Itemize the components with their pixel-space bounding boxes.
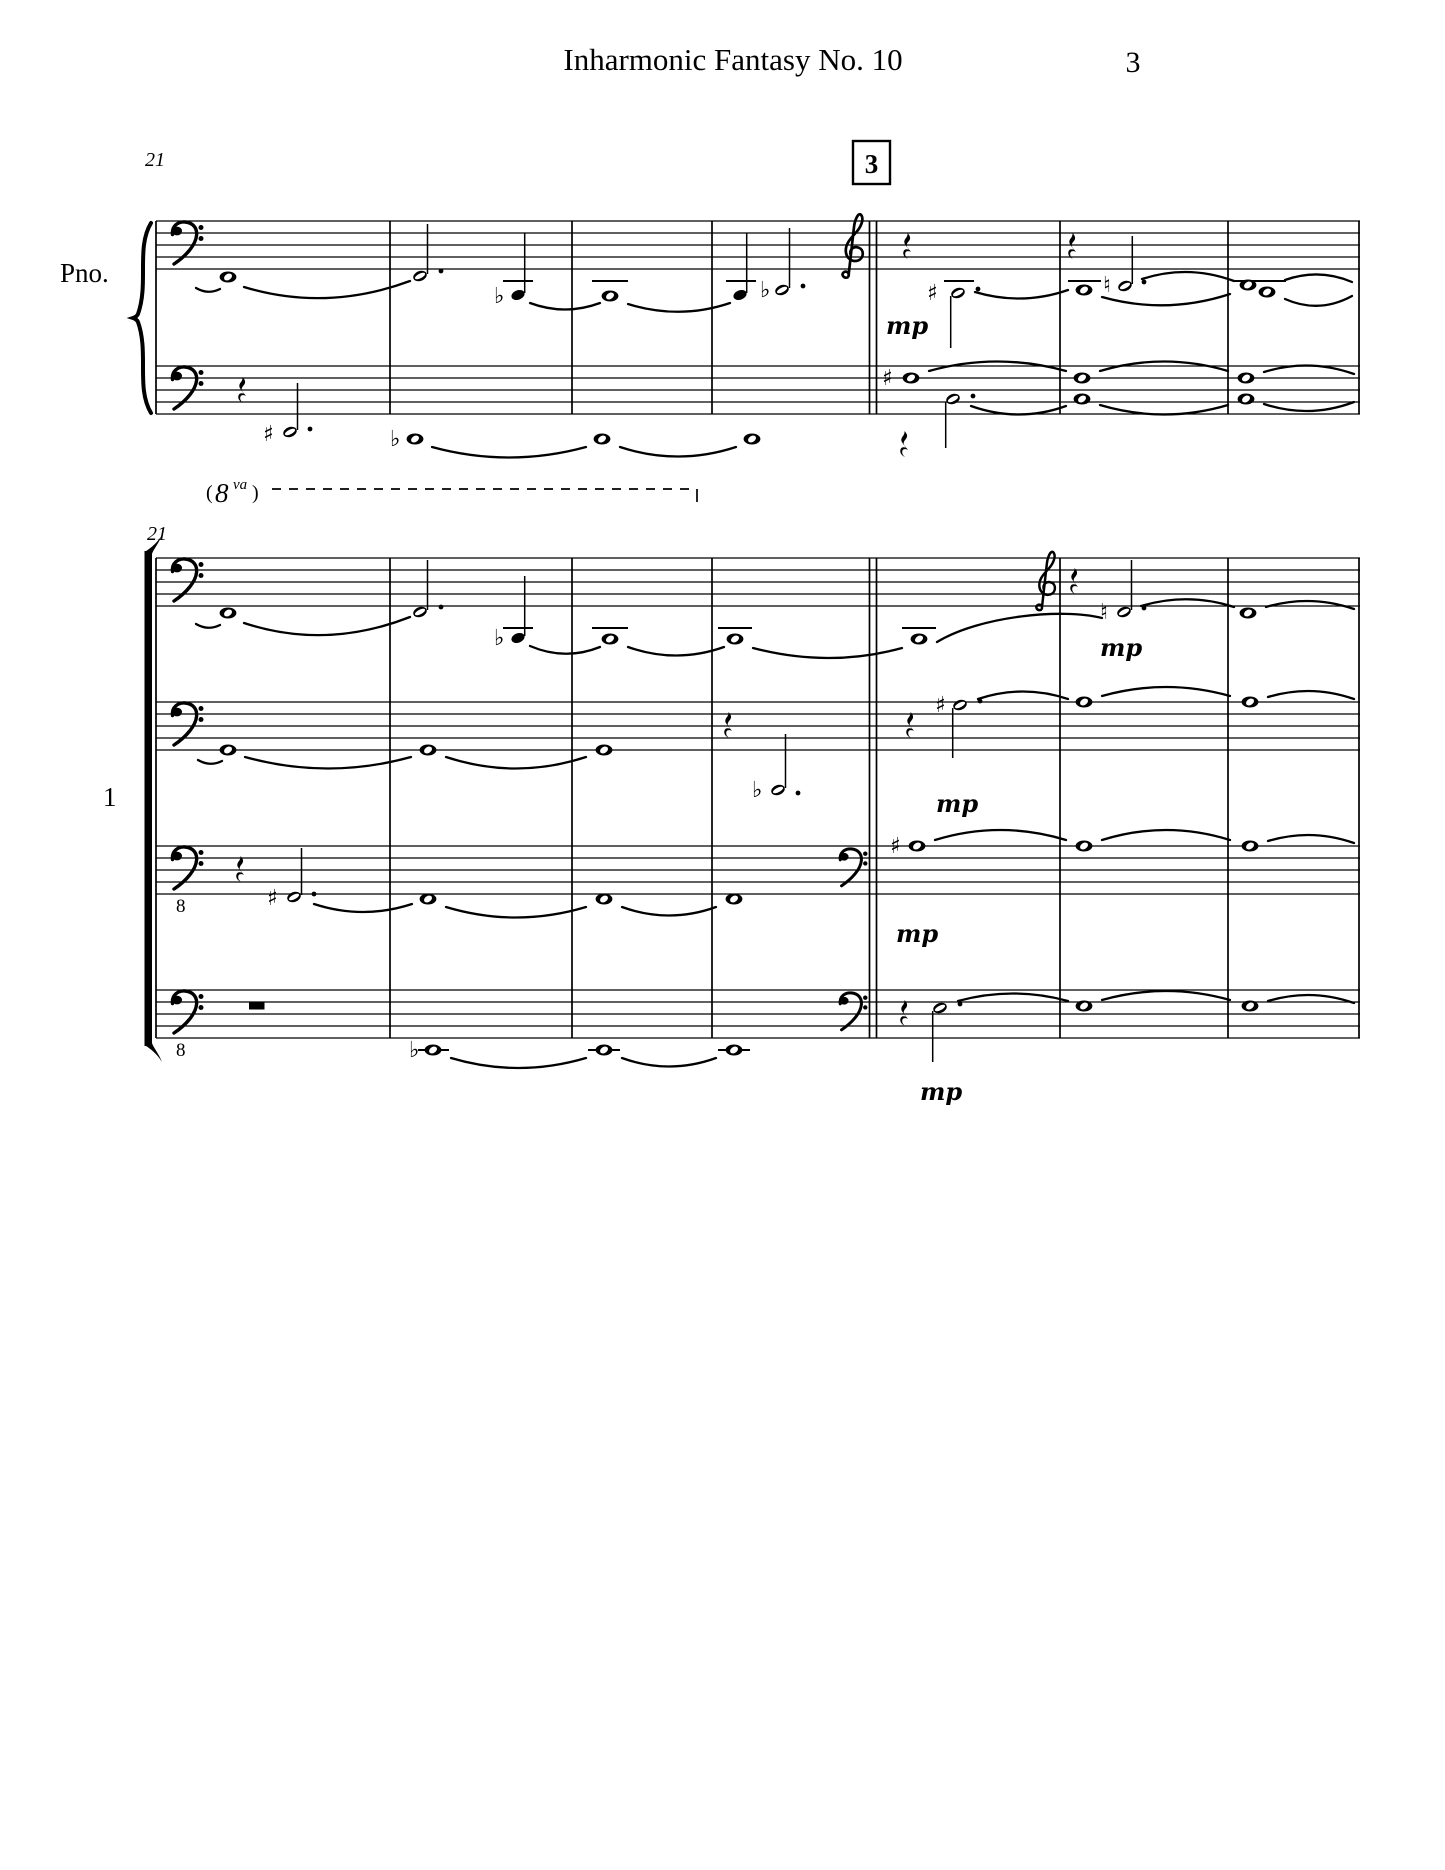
whole-note — [596, 894, 613, 905]
half-note — [412, 269, 429, 283]
natural-accidental: ♮ — [1100, 600, 1108, 625]
staff-4 — [156, 990, 1360, 1038]
whole-note — [420, 745, 437, 756]
whole-note — [1240, 280, 1257, 291]
whole-note — [220, 608, 237, 619]
staff-4-notes — [249, 991, 1354, 1106]
piano-system — [133, 214, 1360, 508]
half-note — [774, 283, 791, 297]
tie — [1264, 402, 1354, 411]
whole-note — [744, 434, 761, 445]
tie — [446, 907, 586, 918]
dynamic-mp: mp — [886, 311, 929, 340]
whole-note — [911, 634, 928, 645]
whole-note — [1076, 1001, 1093, 1012]
system-bracket — [145, 535, 163, 1062]
flat-accidental: ♭ — [494, 626, 505, 651]
whole-note — [594, 434, 611, 445]
quarter-note — [732, 288, 748, 302]
tie — [622, 907, 716, 916]
tie — [628, 647, 724, 656]
sharp-accidental: ♯ — [882, 366, 893, 391]
tie — [432, 447, 586, 458]
tie — [935, 830, 1066, 840]
piano-brace — [133, 223, 151, 413]
clef-sub-octave-8: 8 — [176, 1040, 186, 1061]
half-note — [286, 890, 303, 904]
tie — [1142, 272, 1234, 281]
tie — [451, 1058, 586, 1068]
dynamic-mp: mp — [936, 789, 979, 818]
tie — [1102, 687, 1230, 696]
half-note — [412, 605, 429, 619]
half-note — [952, 698, 969, 712]
flat-accidental: ♭ — [390, 427, 401, 452]
staff-3-notes — [236, 830, 1354, 948]
octave-suffix: va — [233, 477, 248, 493]
whole-note — [1238, 373, 1255, 384]
flat-accidental: ♭ — [760, 278, 771, 303]
whole-note — [909, 841, 926, 852]
sharp-accidental: ♯ — [890, 834, 901, 859]
whole-note — [1259, 287, 1276, 298]
tie — [1102, 830, 1230, 840]
tie — [958, 994, 1068, 1002]
quarter-rest — [900, 431, 908, 457]
half-note — [282, 425, 299, 439]
octave-close-paren: ) — [252, 482, 259, 504]
whole-note — [596, 1045, 613, 1056]
bass-clef-8vb-icon — [172, 991, 204, 1033]
whole-note — [1074, 373, 1091, 384]
tie — [245, 757, 411, 769]
page-title: Inharmonic Fantasy No. 10 — [563, 42, 903, 77]
staff-2 — [156, 702, 1360, 750]
tie — [1264, 365, 1354, 374]
flat-accidental: ♭ — [409, 1038, 420, 1063]
bass-clef-change-icon — [840, 993, 868, 1030]
measure-number-system1: 21 — [145, 149, 165, 171]
quarter-rest — [906, 712, 914, 738]
bass-clef-icon — [172, 703, 204, 745]
half-note — [1116, 605, 1133, 619]
flat-accidental: ♭ — [752, 778, 763, 803]
part-label-group1: 1 — [103, 782, 117, 812]
whole-note — [220, 272, 237, 283]
octave-open-paren: ( — [206, 482, 213, 504]
piano-upper-staff — [156, 221, 1360, 269]
piano-rh-notes — [196, 224, 1352, 348]
sharp-accidental: ♯ — [263, 422, 274, 447]
tie — [1268, 835, 1354, 843]
tie — [1100, 405, 1228, 415]
piano-barlines — [156, 221, 1359, 414]
whole-note — [1076, 285, 1093, 296]
tie — [1285, 296, 1352, 306]
natural-accidental: ♮ — [1103, 273, 1111, 298]
whole-note — [726, 894, 743, 905]
staff-3 — [156, 846, 1360, 894]
octave-line — [206, 477, 697, 508]
whole-note — [1240, 608, 1257, 619]
treble-clef-change-icon — [842, 214, 862, 277]
piano-lower-staff — [156, 366, 1360, 414]
octave-number: 8 — [215, 478, 229, 508]
tie — [314, 904, 412, 912]
whole-note — [1238, 394, 1255, 405]
quarter-rest — [1068, 233, 1076, 259]
tie — [244, 617, 410, 635]
treble-clef-change-icon — [1036, 552, 1055, 610]
whole-note — [220, 745, 237, 756]
bass-clef-icon — [172, 559, 204, 601]
bass-clef-icon — [172, 222, 204, 264]
whole-note — [1242, 1001, 1259, 1012]
whole-note — [602, 291, 619, 302]
tie — [1268, 691, 1354, 699]
staff-1-notes — [196, 560, 1354, 662]
tie — [530, 646, 600, 654]
tie — [1285, 274, 1352, 282]
whole-note — [602, 634, 619, 645]
quarter-rest — [236, 856, 244, 882]
bass-clef-icon — [172, 367, 204, 409]
tie — [628, 303, 730, 312]
half-note — [932, 1001, 949, 1015]
tie — [753, 648, 902, 658]
whole-note — [1074, 394, 1091, 405]
whole-note — [903, 373, 920, 384]
sharp-accidental: ♯ — [935, 693, 946, 718]
whole-rest — [249, 1003, 265, 1010]
staff-2-notes — [198, 687, 1354, 818]
half-note — [1117, 279, 1134, 293]
tie — [975, 290, 1068, 299]
whole-note — [726, 1045, 743, 1056]
measure-number-system2: 21 — [147, 523, 167, 545]
whole-note — [420, 894, 437, 905]
clef-sub-octave-8: 8 — [176, 896, 186, 917]
tie — [622, 1058, 716, 1067]
whole-note — [596, 745, 613, 756]
tie — [196, 624, 220, 628]
tie — [198, 760, 222, 764]
flat-accidental: ♭ — [494, 284, 505, 309]
tie — [971, 406, 1066, 415]
tie — [244, 281, 410, 298]
dynamic-mp: mp — [1100, 633, 1143, 662]
sharp-accidental: ♯ — [267, 886, 278, 911]
quarter-rest — [903, 233, 911, 259]
group1-system — [145, 535, 1361, 1106]
rehearsal-mark — [853, 141, 890, 184]
tie — [620, 447, 736, 457]
tie — [1102, 991, 1230, 1000]
tie — [978, 692, 1068, 700]
whole-note — [1076, 697, 1093, 708]
rehearsal-number: 3 — [864, 149, 879, 179]
quarter-rest — [724, 712, 732, 738]
sharp-accidental: ♯ — [927, 281, 938, 306]
tie — [1266, 601, 1354, 609]
quarter-note — [510, 288, 526, 302]
dynamic-mp: mp — [896, 919, 939, 948]
whole-note — [425, 1045, 442, 1056]
quarter-note — [510, 631, 526, 645]
whole-note — [1242, 841, 1259, 852]
tie — [530, 303, 600, 310]
half-note — [950, 286, 967, 300]
dynamic-mp: mp — [920, 1077, 963, 1106]
bass-clef-change-icon — [840, 849, 868, 886]
half-note — [770, 783, 787, 797]
whole-note — [1076, 841, 1093, 852]
piano-lh-notes — [238, 362, 1354, 458]
page-number: 3 — [1125, 46, 1141, 79]
whole-note — [727, 634, 744, 645]
half-note — [945, 392, 962, 406]
whole-note — [407, 434, 424, 445]
bass-clef-8vb-icon — [172, 847, 204, 889]
quarter-rest — [1070, 568, 1078, 594]
part-label-piano: Pno. — [60, 258, 109, 288]
tie — [937, 614, 1102, 642]
whole-note — [1242, 697, 1259, 708]
tie — [446, 757, 586, 769]
quarter-rest — [900, 1000, 908, 1026]
tie — [1102, 294, 1230, 305]
tie — [196, 288, 220, 292]
